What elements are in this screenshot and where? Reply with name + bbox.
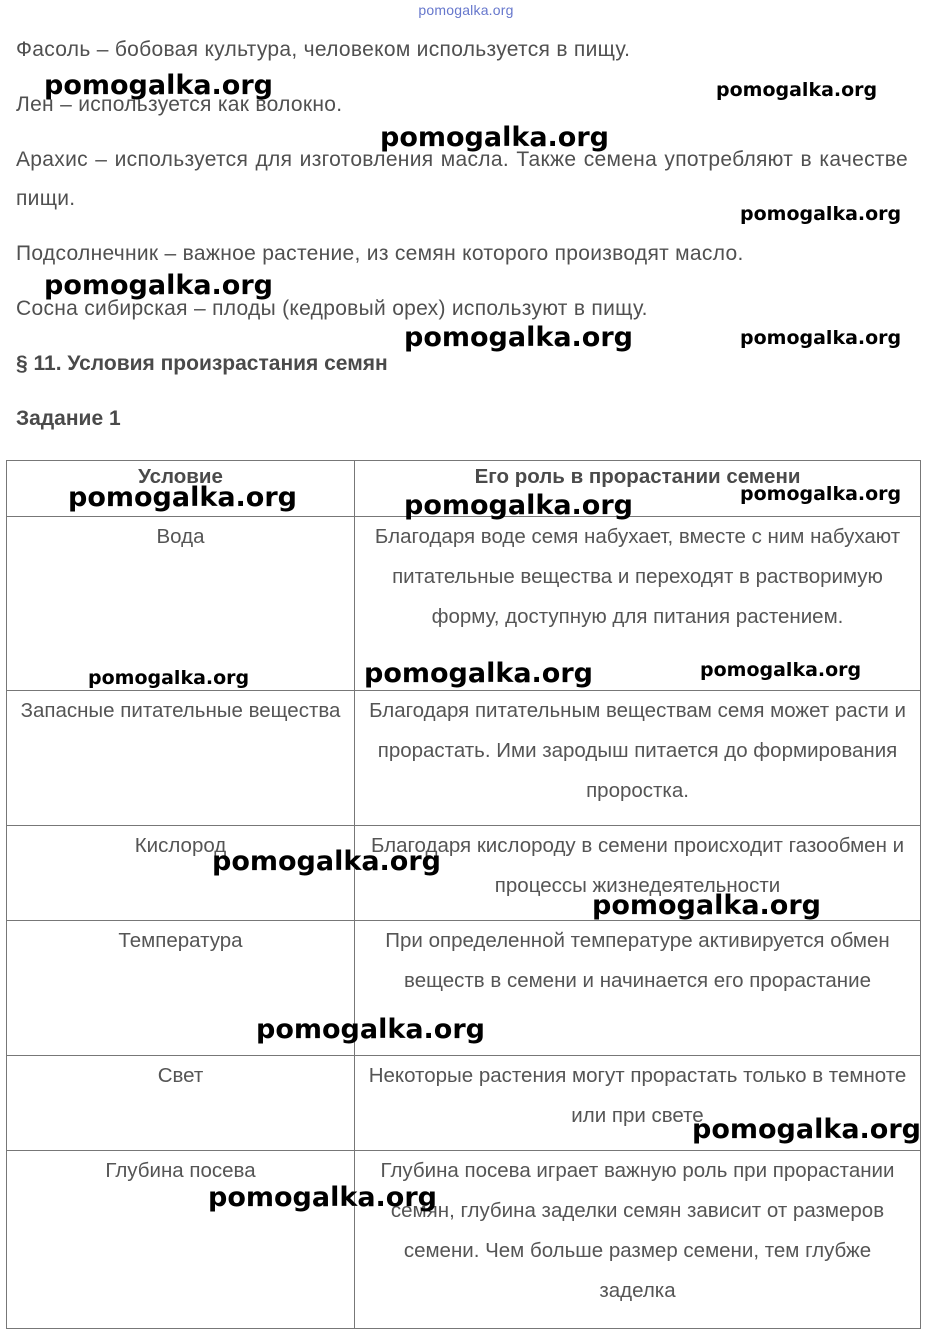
role-cell: Глубина посева играет важную роль при прорастании семян, глубина заделки семян зависит от размеров семени. Чем больше размер семени, тем глубже заделка bbox=[355, 1151, 921, 1329]
paragraph-sosna: Сосна сибирская – плоды (кедровый орех) используют в пищу. bbox=[16, 297, 648, 320]
condition-cell: Вода bbox=[7, 517, 355, 691]
header-role: Его роль в прорастании семени bbox=[355, 461, 921, 517]
watermark: pomogalka.org bbox=[208, 1182, 437, 1213]
condition-cell: Свет bbox=[7, 1056, 355, 1151]
role-cell: При определенной температуре активируется обмен веществ в семени и начинается его прорастание bbox=[355, 921, 921, 1056]
paragraph-len: Лен – используется как волокно. bbox=[16, 93, 343, 116]
condition-cell: Запасные питательные вещества bbox=[7, 691, 355, 826]
watermark: pomogalka.org bbox=[364, 658, 593, 689]
condition-cell: Кислород bbox=[7, 826, 355, 921]
paragraph-podsolnechnik: Подсолнечник – важное растение, из семян которого производят масло. bbox=[16, 242, 744, 265]
paragraph-fasol: Фасоль – бобовая культура, человеком используется в пищу. bbox=[16, 38, 631, 61]
watermark: pomogalka.org bbox=[700, 659, 862, 681]
watermark: pomogalka.org bbox=[740, 203, 902, 225]
top-watermark: pomogalka.org bbox=[418, 2, 514, 18]
watermark: pomogalka.org bbox=[692, 1114, 921, 1145]
role-cell: Благодаря питательным веществам семя может расти и прорастать. Ими зародыш питается до формирования проростка. bbox=[355, 691, 921, 826]
table-row bbox=[7, 691, 921, 826]
paragraph-arahis: Арахис – используется для изготовления масла. Также семена употребляют в качестве пищи. bbox=[16, 148, 908, 210]
watermark: pomogalka.org bbox=[740, 327, 902, 349]
role-cell: Благодаря воде семя набухает, вместе с ним набухают питательные вещества и переходят в растворимую форму, доступную для питания растением. bbox=[355, 517, 921, 691]
watermark: pomogalka.org bbox=[404, 322, 633, 353]
watermark: pomogalka.org bbox=[44, 70, 273, 101]
watermark: pomogalka.org bbox=[404, 490, 633, 521]
table-row bbox=[7, 1151, 921, 1329]
role-cell: Некоторые растения могут прорастать только в темноте или при свете bbox=[355, 1056, 921, 1151]
watermark: pomogalka.org bbox=[68, 482, 297, 513]
task-title: Задание 1 bbox=[16, 407, 121, 430]
watermark: pomogalka.org bbox=[380, 122, 609, 153]
watermark: pomogalka.org bbox=[212, 846, 441, 877]
watermark: pomogalka.org bbox=[740, 483, 902, 505]
header-condition: Условие bbox=[7, 461, 355, 517]
section-title: § 11. Условия произрастания семян bbox=[16, 352, 388, 375]
watermark: pomogalka.org bbox=[88, 667, 250, 689]
watermark: pomogalka.org bbox=[256, 1014, 485, 1045]
watermark: pomogalka.org bbox=[716, 79, 878, 101]
role-cell: Благодаря кислороду в семени происходит газообмен и процессы жизнедеятельности bbox=[355, 826, 921, 921]
condition-cell: Температура bbox=[7, 921, 355, 1056]
watermark: pomogalka.org bbox=[592, 890, 821, 921]
condition-cell: Глубина посева bbox=[7, 1151, 355, 1329]
watermark: pomogalka.org bbox=[44, 270, 273, 301]
